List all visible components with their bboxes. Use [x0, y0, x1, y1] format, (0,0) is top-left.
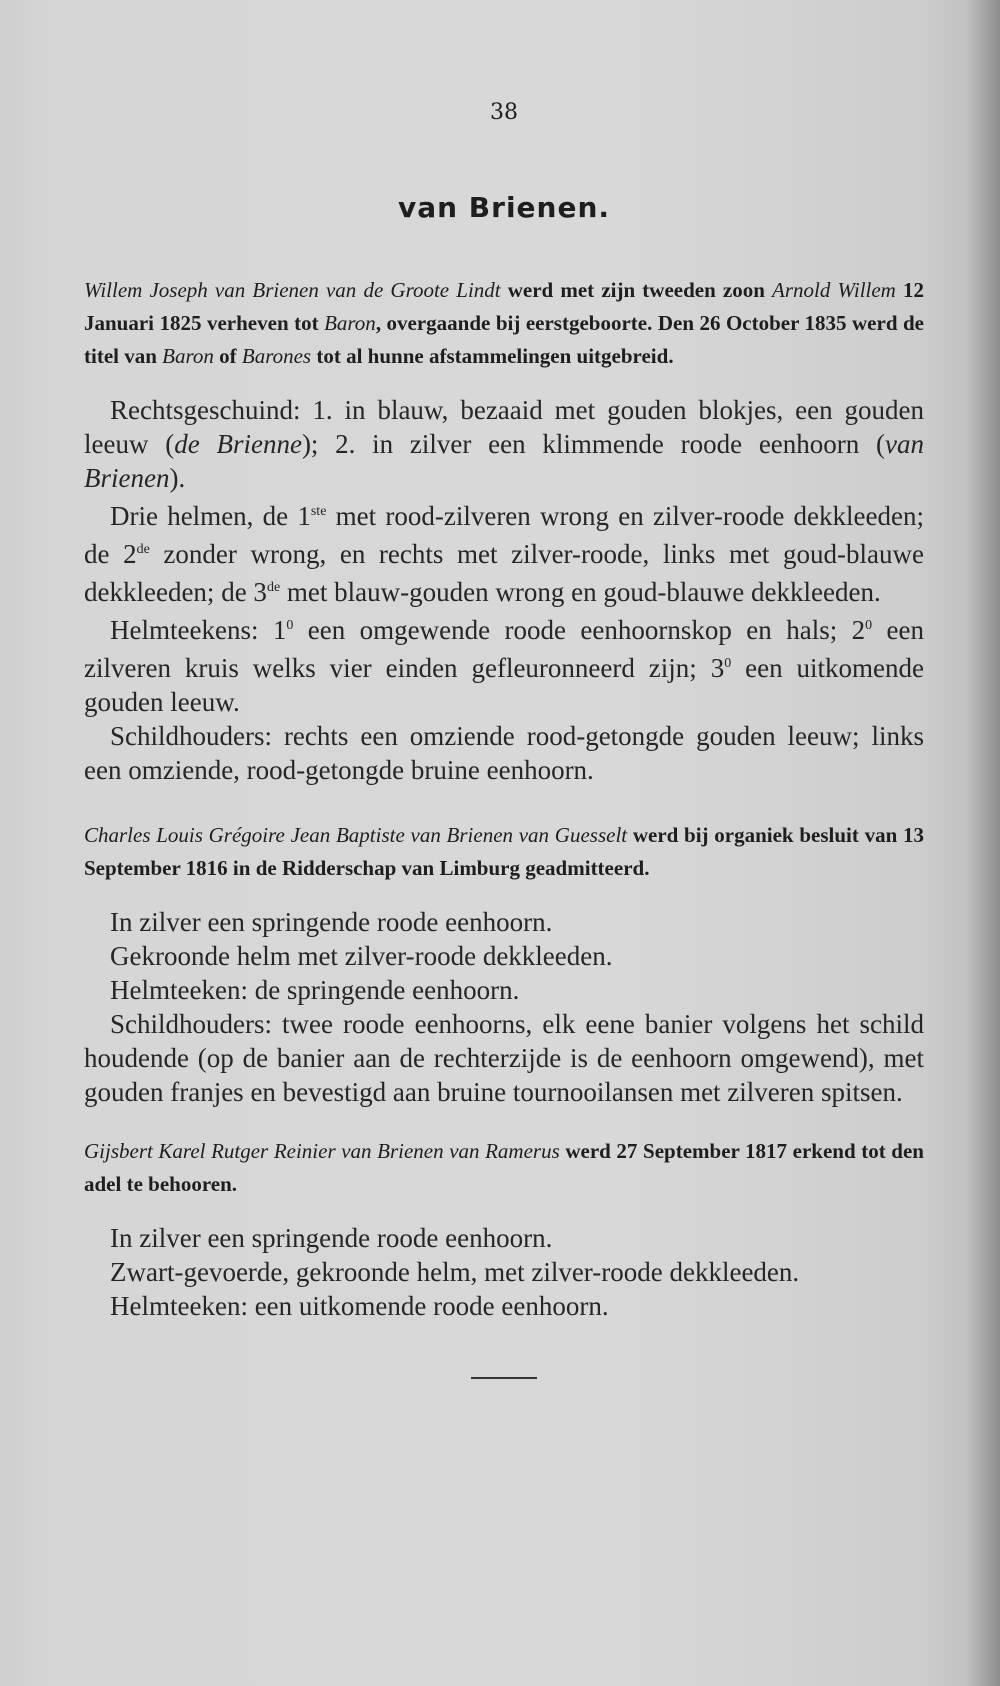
ordinal-sup: 0 — [724, 656, 732, 671]
crest-description: Helmteeken: een uitkomende roode eenhoorn. — [110, 1291, 609, 1321]
notice-text: tot al hunne afstammelingen uitgebreid. — [311, 344, 674, 368]
supporters-description: Schildhouders: twee roode eenhoorns, elk eene banier volgens het schild houdende (op de banier aan de rechterzijde is de eenhoorn omgewend), met gouden franjes en bevestigd aan bruine tournooilansen met zilveren spitsen. — [84, 1009, 924, 1107]
helmets-text: zonder wrong, en rechts met zilver-roode, links met goud-blauwe dekkleeden; de 3 — [84, 539, 924, 607]
ordinal-sup: de — [266, 580, 281, 595]
helmets-text: met blauw-gouden wrong en goud-blauwe dekkleeden. — [280, 577, 881, 607]
helmet-description: Gekroonde helm met zilver-roode dekkleeden. — [110, 941, 613, 971]
notice-text: , overgaande bij eerstgeboorte. Den 26 October 1835 werd de titel van — [84, 311, 924, 368]
son-name: Arnold Willem — [772, 278, 896, 302]
notice-text: 12 Januari 1825 verheven tot — [84, 278, 924, 335]
crests-text: een zilveren kruis welks vier einden gefleuronneerd zijn; 3 — [84, 615, 925, 683]
ordinal-sup: 0 — [865, 618, 873, 633]
crests-text: Helmteekens: 1 — [110, 615, 287, 645]
shield-text: Rechtsgeschuind: 1. in blauw, bezaaid met gouden blokjes, een gouden leeuw ( — [84, 395, 924, 459]
shield-text: ); 2. in zilver een klimmende roode eenhoorn ( — [301, 429, 886, 459]
family-heading: van Brienen. — [397, 191, 611, 224]
shield-text: ). — [169, 463, 186, 493]
supporters-description: Schildhouders: rechts een omziende rood-getongde gouden leeuw; links een omziende, rood-getongde bruine eenhoorn. — [84, 721, 924, 785]
shield-text-italic: de Brienne — [174, 429, 302, 459]
person-name: Gijsbert Karel Rutger Reinier van Brienen van Ramerus — [84, 1139, 560, 1163]
notice-charles — [84, 819, 924, 885]
shield-text-italic: van Brienen — [84, 429, 925, 493]
crests-description — [84, 609, 924, 719]
ordinal-sup: de — [136, 542, 150, 557]
helmets-description — [84, 495, 924, 609]
person-name: Willem Joseph van Brienen van de Groote Lindt — [84, 278, 501, 302]
helmet-description: Zwart-gevoerde, gekroonde helm, met zilver-roode dekkleeden. — [110, 1257, 800, 1287]
notice-text: of — [213, 344, 242, 368]
crest-description: Helmteeken: de springende eenhoorn. — [110, 975, 520, 1005]
notice-text: werd bij organiek besluit van 13 September 1816 in de Ridderschap van Limburg geadmitteerd. — [84, 823, 924, 880]
title-baron: Baron — [162, 344, 214, 368]
notice-willem — [84, 274, 924, 373]
crests-text: een omgewende roode eenhoornskop en hals; 2 — [293, 615, 866, 645]
crests-text: een uitkomende gouden leeuw. — [84, 653, 924, 717]
ordinal-sup: ste — [310, 504, 327, 519]
helmets-text: Drie helmen, de 1 — [110, 501, 311, 531]
notice-text: werd 27 September 1817 erkend tot den adel te behooren. — [84, 1139, 924, 1196]
title-baron: Baron — [324, 311, 376, 335]
page-number: 38 — [490, 100, 518, 125]
helmets-text: met rood-zilveren wrong en zilver-roode dekkleeden; de 2 — [84, 501, 924, 569]
person-name: Charles Louis Grégoire Jean Baptiste van Brienen van Guesselt — [84, 823, 628, 847]
notice-gijsbert — [84, 1135, 924, 1201]
title-barones: Barones — [241, 344, 312, 368]
notice-text: werd met zijn tweeden zoon — [500, 278, 773, 302]
end-rule — [471, 1377, 537, 1379]
shield-description — [84, 393, 924, 495]
shield-description: In zilver een springende roode eenhoorn. — [110, 907, 553, 937]
ordinal-sup: 0 — [286, 618, 294, 633]
shield-description: In zilver een springende roode eenhoorn. — [110, 1223, 553, 1253]
page-content — [84, 90, 924, 1379]
